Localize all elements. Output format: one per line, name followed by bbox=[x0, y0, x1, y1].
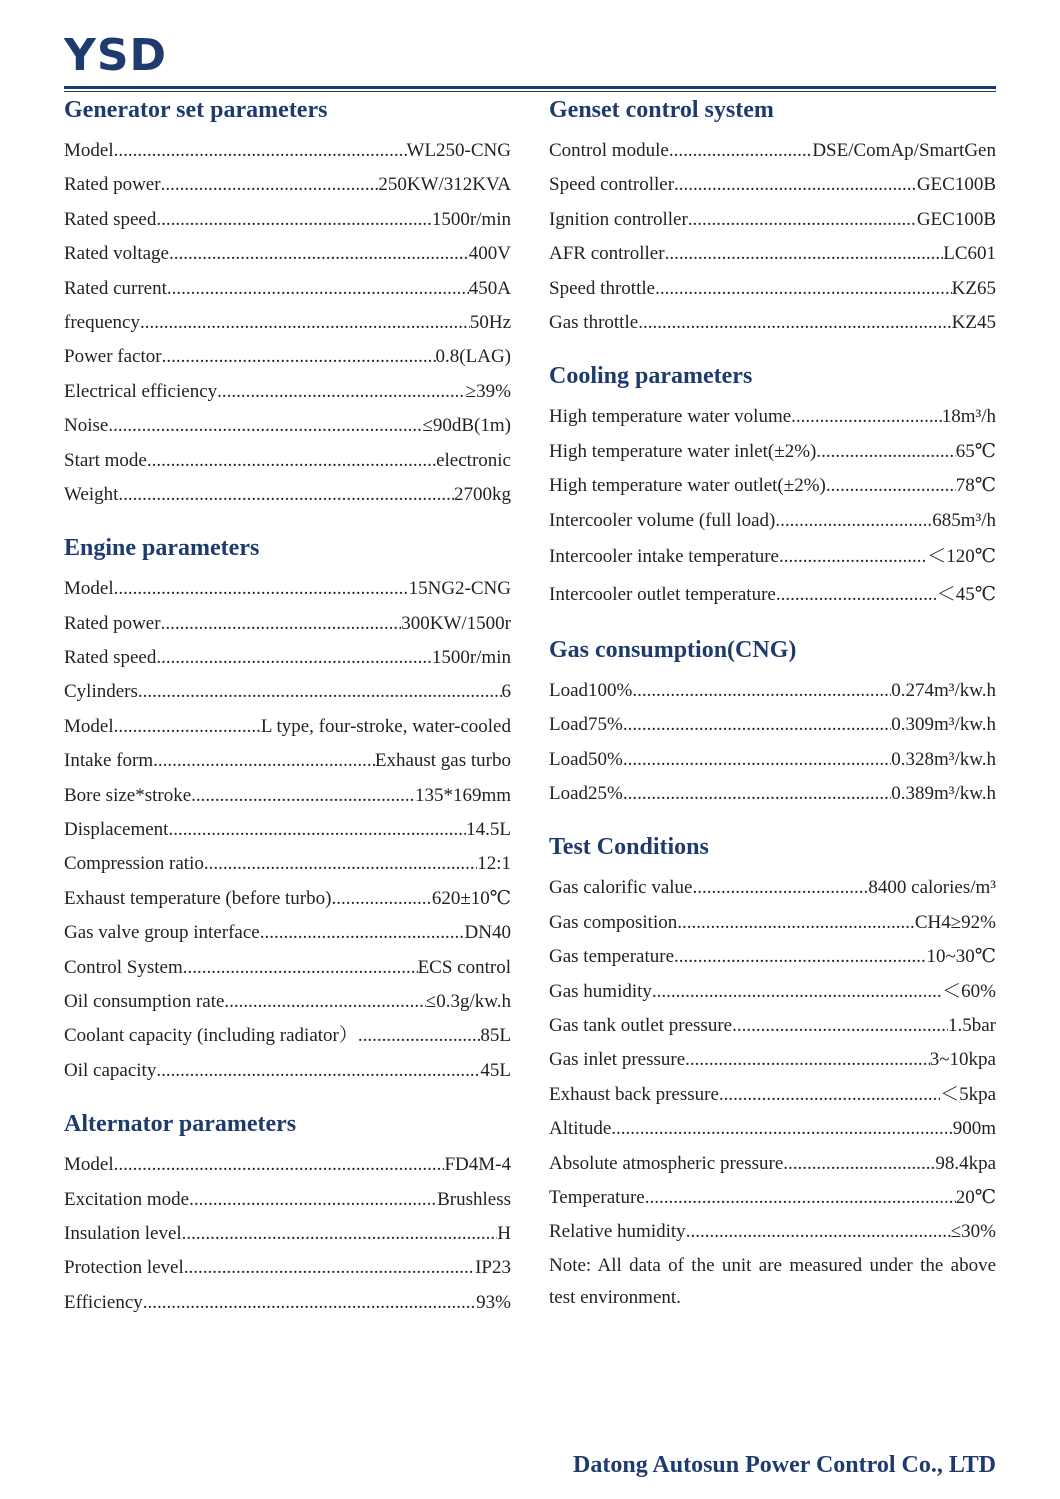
dot-leader bbox=[719, 1078, 940, 1112]
param-row bbox=[549, 1215, 996, 1249]
param-label: Intercooler volume (full load) bbox=[549, 509, 776, 531]
dot-leader bbox=[816, 435, 955, 469]
dot-leader bbox=[331, 882, 431, 916]
dot-leader bbox=[686, 1215, 951, 1249]
param-label: Load25% bbox=[549, 783, 623, 805]
test-section bbox=[549, 833, 996, 1313]
logo: YSD bbox=[64, 30, 168, 81]
param-value: Brushless bbox=[437, 1188, 511, 1210]
dot-leader bbox=[108, 409, 422, 443]
param-value: 685m³/h bbox=[932, 509, 996, 531]
param-value: GEC100B bbox=[916, 208, 996, 230]
param-label: Model bbox=[64, 578, 114, 600]
param-row bbox=[64, 572, 511, 606]
dot-leader bbox=[677, 906, 915, 940]
param-list bbox=[549, 871, 996, 1249]
dot-leader bbox=[674, 940, 926, 974]
param-value: ECS control bbox=[417, 956, 511, 978]
param-value: ≥39% bbox=[465, 380, 511, 402]
param-value: ≤30% bbox=[950, 1221, 996, 1243]
param-label: Intercooler outlet temperature bbox=[549, 583, 776, 605]
param-label: Start mode bbox=[64, 449, 147, 471]
param-value: 45L bbox=[480, 1059, 511, 1081]
footer-company: Datong Autosun Power Control Co., LTD bbox=[573, 1452, 996, 1478]
dot-leader bbox=[184, 1251, 475, 1285]
param-list bbox=[549, 400, 996, 614]
param-label: Altitude bbox=[549, 1118, 612, 1140]
dot-leader bbox=[114, 134, 407, 168]
param-label: Power factor bbox=[64, 346, 162, 368]
dot-leader bbox=[638, 306, 951, 340]
dot-leader bbox=[138, 675, 502, 709]
param-row bbox=[549, 237, 996, 271]
param-row bbox=[549, 940, 996, 974]
param-value: ＜5kpa bbox=[940, 1083, 996, 1105]
param-value: WL250-CNG bbox=[406, 140, 511, 161]
param-value: 85L bbox=[480, 1025, 511, 1047]
param-value: ＜45℃ bbox=[936, 583, 996, 605]
param-label: Rated voltage bbox=[64, 243, 169, 265]
section-title: Cooling parameters bbox=[549, 363, 753, 390]
param-label: frequency bbox=[64, 311, 140, 333]
param-value: 0.328m³/kw.h bbox=[891, 748, 996, 770]
param-row bbox=[549, 906, 996, 940]
param-value: 300KW/1500r bbox=[401, 612, 511, 634]
param-label: High temperature water outlet(±2%) bbox=[549, 475, 826, 497]
dot-leader bbox=[791, 400, 942, 434]
param-row bbox=[549, 1181, 996, 1215]
dot-leader bbox=[182, 1217, 498, 1251]
dot-leader bbox=[358, 1019, 481, 1053]
param-value: 1500r/min bbox=[431, 647, 511, 669]
param-row bbox=[64, 641, 511, 675]
param-row bbox=[64, 478, 511, 512]
param-row bbox=[549, 576, 996, 614]
param-value: 900m bbox=[952, 1118, 996, 1140]
param-value: ＜60% bbox=[942, 980, 996, 1002]
param-row bbox=[549, 272, 996, 306]
dot-leader bbox=[143, 1286, 476, 1320]
param-value: 78℃ bbox=[955, 475, 996, 497]
param-value: IP23 bbox=[475, 1257, 511, 1279]
param-row bbox=[549, 469, 996, 503]
param-row bbox=[64, 340, 511, 374]
param-row bbox=[64, 675, 511, 709]
param-row bbox=[64, 985, 511, 1019]
param-row bbox=[64, 375, 511, 409]
param-row bbox=[64, 916, 511, 950]
param-label: Exhaust back pressure bbox=[549, 1083, 719, 1105]
dot-leader bbox=[217, 375, 466, 409]
param-label: Load75% bbox=[549, 714, 623, 736]
param-value: 400V bbox=[468, 243, 511, 265]
param-row bbox=[64, 306, 511, 340]
test-note: Note: All data of the unit are measured under the above test environment. bbox=[549, 1254, 996, 1308]
section-title: Engine parameters bbox=[64, 535, 260, 562]
param-value: 0.8(LAG) bbox=[435, 346, 511, 368]
dot-leader bbox=[779, 538, 927, 576]
param-row bbox=[64, 1183, 511, 1217]
param-row bbox=[64, 168, 511, 202]
param-row bbox=[549, 435, 996, 469]
dot-leader bbox=[191, 779, 415, 813]
param-value: 1.5bar bbox=[947, 1015, 996, 1037]
param-label: Exhaust temperature (before turbo) bbox=[64, 887, 332, 909]
param-row bbox=[64, 607, 511, 641]
param-label: Gas tank outlet pressure bbox=[549, 1015, 733, 1037]
param-label: Oil capacity bbox=[64, 1059, 157, 1081]
param-label: Coolant capacity (including radiator） bbox=[64, 1025, 358, 1047]
dot-leader bbox=[775, 504, 932, 538]
param-label: Load50% bbox=[549, 748, 623, 770]
param-row bbox=[549, 1009, 996, 1043]
param-value: 50Hz bbox=[469, 311, 511, 333]
param-value: DSE/ComAp/SmartGen bbox=[812, 140, 996, 161]
param-row bbox=[549, 400, 996, 434]
param-value: H bbox=[497, 1222, 511, 1244]
param-value: 0.274m³/kw.h bbox=[891, 679, 996, 701]
param-label: Gas throttle bbox=[549, 311, 639, 333]
dot-leader bbox=[147, 444, 436, 478]
dot-leader bbox=[204, 847, 477, 881]
param-label: Bore size*stroke bbox=[64, 784, 192, 806]
param-row bbox=[64, 237, 511, 271]
param-label: High temperature water volume bbox=[549, 406, 792, 428]
param-row bbox=[64, 1019, 511, 1053]
param-row bbox=[64, 444, 511, 478]
param-label: Model bbox=[64, 140, 114, 161]
param-label: Oil consumption rate bbox=[64, 990, 225, 1012]
dot-leader bbox=[156, 203, 432, 237]
dot-leader bbox=[140, 306, 470, 340]
param-label: Gas valve group interface bbox=[64, 922, 260, 944]
param-label: Speed controller bbox=[549, 174, 675, 196]
dot-leader bbox=[161, 168, 379, 202]
dot-leader bbox=[224, 985, 425, 1019]
alternator-section bbox=[64, 1110, 511, 1320]
param-label: Speed throttle bbox=[549, 277, 656, 299]
param-row bbox=[549, 975, 996, 1009]
param-value: 18m³/h bbox=[941, 406, 996, 428]
section-title: Alternator parameters bbox=[64, 1111, 297, 1138]
section-title: Test Conditions bbox=[549, 834, 709, 861]
dot-leader bbox=[161, 607, 402, 641]
param-value: 0.389m³/kw.h bbox=[891, 783, 996, 805]
section-title: Gas consumption(CNG) bbox=[549, 636, 797, 663]
param-label: Control module bbox=[549, 140, 669, 161]
param-value: Exhaust gas turbo bbox=[374, 750, 511, 772]
param-label: Compression ratio bbox=[64, 853, 204, 875]
param-value: LC601 bbox=[943, 243, 996, 265]
param-value: GEC100B bbox=[916, 174, 996, 196]
param-label: Temperature bbox=[549, 1186, 645, 1208]
param-row bbox=[549, 134, 996, 168]
param-row bbox=[64, 1054, 511, 1088]
param-value: L type, four-stroke, water-cooled bbox=[260, 715, 511, 737]
param-row bbox=[549, 1043, 996, 1077]
param-value: 6 bbox=[501, 681, 511, 703]
param-row bbox=[64, 813, 511, 847]
param-label: Load100% bbox=[549, 679, 633, 701]
param-label: Gas composition bbox=[549, 911, 678, 933]
param-label: Model bbox=[64, 1154, 114, 1176]
param-label: Absolute atmospheric pressure bbox=[549, 1152, 784, 1174]
dot-leader bbox=[692, 871, 868, 905]
param-row bbox=[64, 1286, 511, 1320]
param-row bbox=[64, 409, 511, 443]
param-row bbox=[549, 777, 996, 811]
param-value: 98.4kpa bbox=[935, 1152, 996, 1174]
param-value: 135*169mm bbox=[414, 784, 511, 806]
param-label: Weight bbox=[64, 483, 119, 505]
param-row bbox=[64, 203, 511, 237]
param-list bbox=[549, 134, 996, 340]
param-list bbox=[64, 572, 511, 1088]
param-value: 8400 calories/m³ bbox=[868, 877, 996, 899]
dot-leader bbox=[168, 813, 466, 847]
param-value: 15NG2-CNG bbox=[408, 578, 511, 600]
header-rule-thin bbox=[64, 91, 996, 92]
dot-leader bbox=[167, 272, 469, 306]
param-label: Electrical efficiency bbox=[64, 380, 218, 402]
param-value: 65℃ bbox=[955, 440, 996, 462]
dot-leader bbox=[655, 272, 952, 306]
param-value: FD4M-4 bbox=[444, 1154, 511, 1176]
dot-leader bbox=[645, 1181, 956, 1215]
param-row bbox=[549, 504, 996, 538]
dot-leader bbox=[156, 641, 432, 675]
param-row bbox=[549, 203, 996, 237]
generator-section bbox=[64, 96, 511, 512]
param-row bbox=[549, 1078, 996, 1112]
dot-leader bbox=[153, 744, 375, 778]
param-value: ≤0.3g/kw.h bbox=[425, 990, 511, 1012]
section-title: Genset control system bbox=[549, 97, 774, 123]
dot-leader bbox=[674, 168, 917, 202]
param-value: ≤90dB(1m) bbox=[422, 415, 511, 437]
param-row bbox=[64, 744, 511, 778]
param-list bbox=[64, 1148, 511, 1320]
param-label: Cylinders bbox=[64, 681, 138, 703]
dot-leader bbox=[776, 576, 937, 614]
param-value: 14.5L bbox=[466, 819, 511, 841]
param-value: ＜120℃ bbox=[927, 545, 996, 567]
param-value: 0.309m³/kw.h bbox=[891, 714, 996, 736]
dot-leader bbox=[826, 469, 956, 503]
param-value: 620±10℃ bbox=[431, 887, 511, 909]
param-label: Rated current bbox=[64, 277, 167, 299]
dot-leader bbox=[632, 674, 891, 708]
dot-leader bbox=[162, 340, 436, 374]
param-label: Excitation mode bbox=[64, 1188, 190, 1210]
dot-leader bbox=[183, 951, 418, 985]
param-label: Gas humidity bbox=[549, 980, 652, 1002]
param-row bbox=[64, 134, 511, 168]
param-label: High temperature water inlet(±2%) bbox=[549, 440, 817, 462]
dot-leader bbox=[623, 777, 891, 811]
dot-leader bbox=[189, 1183, 437, 1217]
param-row bbox=[64, 1217, 511, 1251]
left-column bbox=[64, 96, 511, 1342]
param-label: AFR controller bbox=[549, 243, 665, 265]
param-label: Noise bbox=[64, 415, 109, 437]
param-value: 2700kg bbox=[454, 483, 511, 505]
param-list bbox=[549, 674, 996, 812]
dot-leader bbox=[685, 1043, 930, 1077]
param-label: Efficiency bbox=[64, 1291, 143, 1313]
param-row bbox=[549, 871, 996, 905]
dot-leader bbox=[611, 1112, 952, 1146]
param-value: 12:1 bbox=[477, 853, 511, 875]
param-label: Ignition controller bbox=[549, 208, 688, 230]
param-label: Intake form bbox=[64, 750, 154, 772]
param-value: KZ45 bbox=[951, 311, 996, 333]
param-value: DN40 bbox=[464, 922, 511, 944]
section-title: Generator set parameters bbox=[64, 97, 328, 123]
param-row bbox=[549, 708, 996, 742]
param-value: KZ65 bbox=[951, 277, 996, 299]
header-rule bbox=[64, 86, 996, 89]
param-value: 1500r/min bbox=[431, 208, 511, 230]
dot-leader bbox=[665, 237, 944, 271]
param-label: Insulation level bbox=[64, 1222, 182, 1244]
dot-leader bbox=[118, 478, 454, 512]
dot-leader bbox=[652, 975, 942, 1009]
param-row bbox=[64, 710, 511, 744]
param-value: 3~10kpa bbox=[929, 1049, 996, 1071]
param-row bbox=[64, 272, 511, 306]
dot-leader bbox=[623, 708, 891, 742]
param-row bbox=[64, 1251, 511, 1285]
param-row bbox=[64, 951, 511, 985]
dot-leader bbox=[114, 710, 261, 744]
param-value: electronic bbox=[436, 449, 511, 471]
param-label: Rated power bbox=[64, 612, 161, 634]
param-label: Gas calorific value bbox=[549, 877, 693, 899]
param-label: Model bbox=[64, 715, 114, 737]
param-label: Displacement bbox=[64, 819, 169, 841]
control-section bbox=[549, 96, 996, 340]
param-label: Rated power bbox=[64, 174, 161, 196]
param-label: Intercooler intake temperature bbox=[549, 545, 779, 567]
dot-leader bbox=[783, 1147, 935, 1181]
param-row bbox=[64, 882, 511, 916]
param-row bbox=[549, 168, 996, 202]
param-label: Rated speed bbox=[64, 647, 157, 669]
param-label: Relative humidity bbox=[549, 1221, 686, 1243]
dot-leader bbox=[732, 1009, 948, 1043]
dot-leader bbox=[156, 1054, 480, 1088]
cooling-section bbox=[549, 362, 996, 614]
param-label: Protection level bbox=[64, 1257, 184, 1279]
right-column bbox=[549, 96, 996, 1336]
param-value: 450A bbox=[468, 277, 511, 299]
param-row bbox=[549, 743, 996, 777]
dot-leader bbox=[669, 134, 813, 168]
param-value: 250KW/312KVA bbox=[378, 174, 511, 196]
param-list bbox=[64, 134, 511, 512]
param-row bbox=[64, 1148, 511, 1182]
dot-leader bbox=[260, 916, 465, 950]
dot-leader bbox=[114, 572, 409, 606]
engine-section bbox=[64, 534, 511, 1088]
dot-leader bbox=[688, 203, 917, 237]
param-label: Gas inlet pressure bbox=[549, 1049, 686, 1071]
dot-leader bbox=[114, 1148, 445, 1182]
param-row bbox=[64, 779, 511, 813]
param-row bbox=[549, 538, 996, 576]
param-label: Gas temperature bbox=[549, 946, 675, 968]
param-value: 10~30℃ bbox=[926, 946, 996, 968]
dot-leader bbox=[169, 237, 469, 271]
param-row bbox=[549, 674, 996, 708]
param-label: Control System bbox=[64, 956, 183, 978]
param-row bbox=[549, 1112, 996, 1146]
dot-leader bbox=[623, 743, 891, 777]
param-row bbox=[64, 847, 511, 881]
param-row bbox=[549, 306, 996, 340]
param-value: CH4≥92% bbox=[914, 911, 996, 933]
param-value: 93% bbox=[476, 1291, 511, 1313]
param-value: 20℃ bbox=[955, 1186, 996, 1208]
param-label: Rated speed bbox=[64, 208, 157, 230]
gas-section bbox=[549, 636, 996, 812]
param-row bbox=[549, 1147, 996, 1181]
